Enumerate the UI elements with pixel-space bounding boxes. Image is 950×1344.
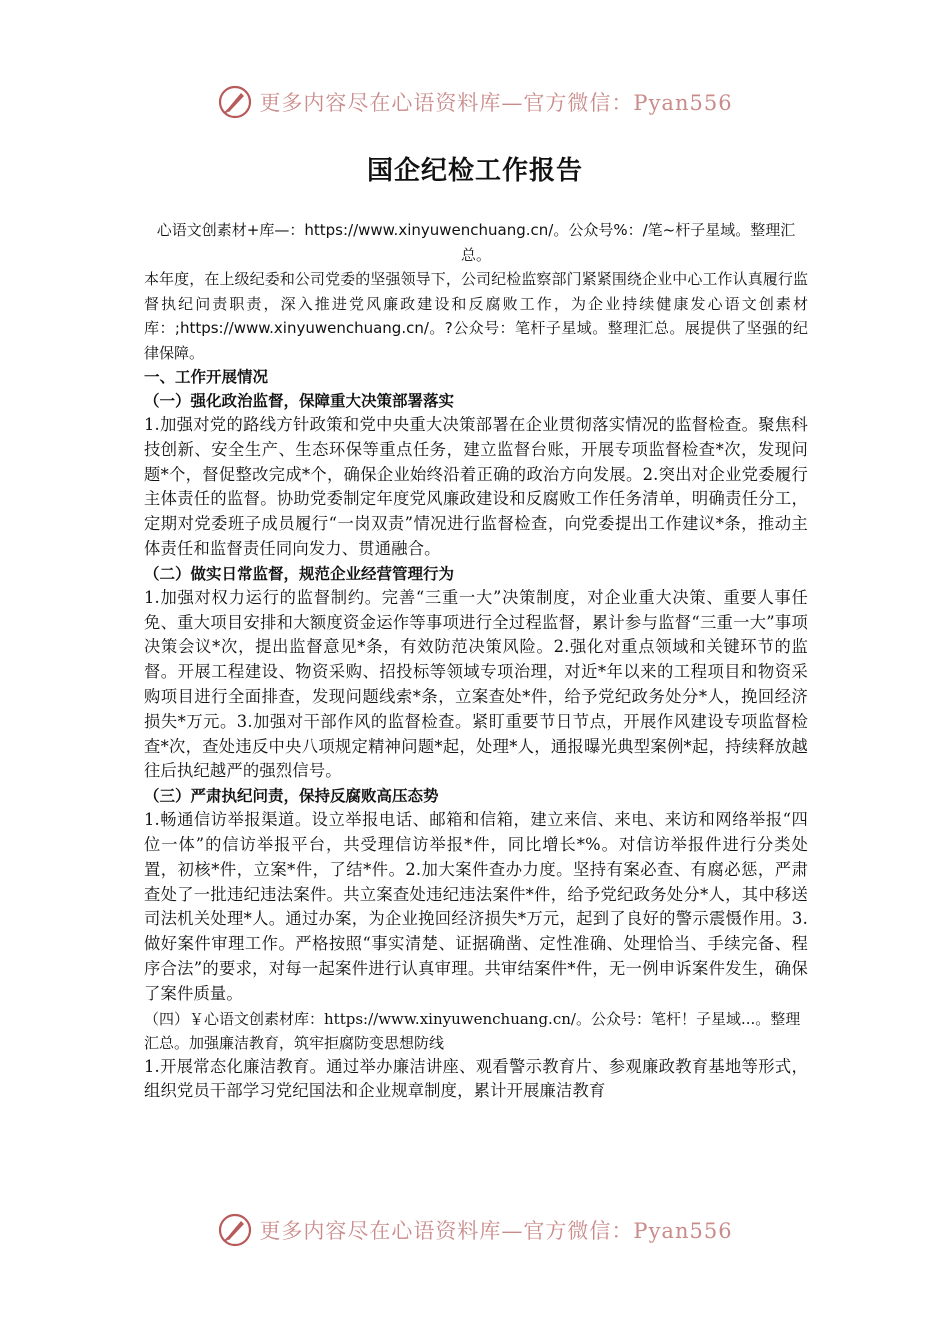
section-heading-work-overview: 一、工作开展情况 [144, 368, 269, 386]
heading-suffix: 。公众号：笔杆！子星域...。整理汇总。加强廉洁教育，筑牢拒腐防变思想防线 [144, 1009, 801, 1052]
document-body [144, 218, 808, 1104]
heading-prefix: （四）￥心语文创素材库： [144, 1009, 325, 1028]
subsection-heading-political-supervision: （一）强化政治监督，保障重大决策部署落实 [144, 392, 455, 410]
paragraph-daily-supervision: 1.加强对权力运行的监督制约。完善“三重一大”决策制度，对企业重大决策、重要人事任免、重大项目安排和大额度资金运作等事项进行全过程监督，累计参与监督“三重一大”事项决策会议*次，提出监督意见*条，有效防范决策风险。2.强化对重点领域和关键环节的监督。开展工程建设、物资采购、招投标等领域专项治理，对近*年以来的工程项目和物资采购项目进行全面排查，发现问题线索*条，立案查处*件，给予党纪政务处分*人，挽回经济损失*万元。3.加强对干部作风的监督检查。紧盯重要节日节点，开展作风建设专项监督检查*次，查处违反中央八项规定精神问题*起，处理*人，通报曝光典型案例*起，持续释放越往后执纪越严的强烈信号。 [144, 587, 808, 781]
subsection-heading-discipline-enforcement: （三）严肃执纪问责，保持反腐败高压态势 [144, 787, 439, 806]
intro-paragraph: 本年度，在上级纪委和公司党委的坚强领导下，公司纪检监察部门紧紧围绕企业中心工作认真履行监督执纪问责职责，深入推进党风廉政建设和反腐败工作，为企业持续健康发心语文创素材库：;https://www.xinyuwenchuang.cn/。?公众号：笔杆子星域。整理汇总。展提供了坚强的纪律保障。 [144, 270, 808, 362]
paragraph-integrity-education: 1.开展常态化廉洁教育。通过举办廉洁讲座、观看警示教育片、参观廉政教育基地等形式，组织党员干部学习党纪国法和企业规章制度，累计开展廉洁教育 [144, 1056, 808, 1101]
subsection-heading-integrity-education [144, 1007, 808, 1055]
quill-pen-logo-icon [217, 84, 253, 120]
header-banner-text: 更多内容尽在心语资料库—官方微信：Pyan556 [259, 91, 733, 115]
footer-watermark-banner [0, 1210, 950, 1250]
paragraph-discipline-enforcement: 1.畅通信访举报渠道。设立举报电话、邮箱和信箱，建立来信、来电、来访和网络举报“四位一体”的信访举报平台，共受理信访举报*件，同比增长*%。对信访举报件进行分类处置，初核*件，立案*件，了结*件。2.加大案件查办力度。坚持有案必查、有腐必惩，严肃查处了一批违纪违法案件。共立案查处违纪违法案件*件，给予党纪政务处分*人，其中移送司法机关处理*人。通过办案，为企业挽回经济损失*万元，起到了良好的警示震慑作用。3.做好案件审理工作。严格按照“事实清楚、证据确凿、定性准确、处理恰当、手续完备、程序合法”的要求，对每一起案件进行认真审理。共审结案件*件，无一例申诉案件发生，确保了案件质量。 [144, 810, 808, 1003]
source-note: 心语文创素材+库—：https://www.xinyuwenchuang.cn/。公众号%：/笔~杆子星域。整理汇总。 [156, 221, 796, 264]
heading-url: https://www.xinyuwenchuang.cn/ [324, 1009, 576, 1028]
header-watermark-banner [0, 82, 950, 122]
footer-banner-text: 更多内容尽在心语资料库—官方微信：Pyan556 [259, 1219, 733, 1243]
quill-pen-logo-icon [217, 1212, 253, 1248]
paragraph-political-supervision: 1.加强对党的路线方针政策和党中央重大决策部署在企业贯彻落实情况的监督检查。聚焦科技创新、安全生产、生态环保等重点任务，建立监督台账，开展专项监督检查*次，发现问题*个，督促整改完成*个，确保企业始终沿着正确的政治方向发展。2.突出对企业党委履行主体责任的监督。协助党委制定年度党风廉政建设和反腐败工作任务清单，明确责任分工，定期对党委班子成员履行“一岗双责”情况进行监督检查，向党委提出工作建议*条，推动主体责任和监督责任同向发力、贯通融合。 [144, 415, 808, 558]
subsection-heading-daily-supervision: （二）做实日常监督，规范企业经营管理行为 [144, 564, 455, 583]
document-title: 国企纪检工作报告 [366, 156, 583, 186]
